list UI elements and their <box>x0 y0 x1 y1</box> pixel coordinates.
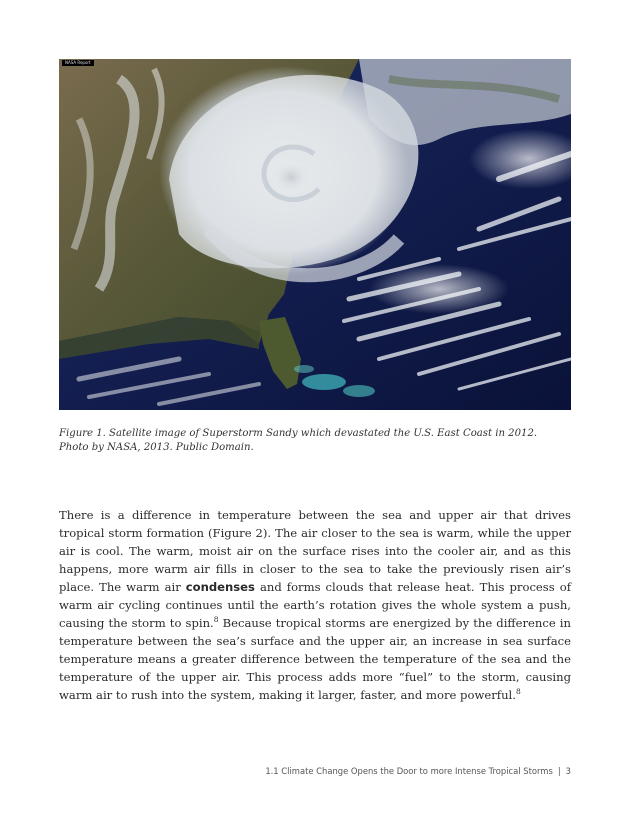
body-text-segment-3: Because tropical storms are energized by the difference in temperature between the sea’s surface and the upper air, an increase in sea surface temperature means a greater difference between the temperature of the sea and the temperature of the upper air. This process adds more “fuel” to the storm, causing warm air to rush into the system, making it larger, faster, and more powerful. <box>59 616 571 703</box>
satellite-figure <box>59 59 571 410</box>
image-badge: NASA Report <box>62 60 94 66</box>
body-text-segment-2: and forms clouds that release heat. This process of warm air cycling continues until the earth’s rotation gives the whole system a push, causing the storm to spin. <box>59 580 571 631</box>
satellite-image <box>59 59 571 410</box>
page-number: 3 <box>565 766 571 776</box>
caption-line-2: Photo by NASA, 2013. Public Domain. <box>59 441 254 453</box>
body-text-segment-1: There is a difference in temperature between the sea and upper air that drives tropical storm formation (Figure 2). The air closer to the sea is warm, while the upper air is cool. The warm, moist air on the surface rises into the cooler air, and as this happens, more warm air fills in closer to the sea to take the previously risen air’s place. The warm air <box>59 508 571 595</box>
footnote-reference-1[interactable]: 8 <box>213 615 219 625</box>
footer-section-title: 1.1 Climate Change Opens the Door to more Intense Tropical Storms <box>265 766 553 776</box>
footnote-reference-2[interactable]: 8 <box>515 687 521 697</box>
caption-line-1: Figure 1. Satellite image of Superstorm Sandy which devastated the U.S. East Coast in 2012. <box>59 428 538 439</box>
footer-separator: | <box>557 766 561 776</box>
bold-term-condenses: condenses <box>185 580 255 595</box>
page-footer <box>265 766 571 776</box>
body-paragraph <box>59 506 571 705</box>
figure-caption <box>59 427 579 454</box>
